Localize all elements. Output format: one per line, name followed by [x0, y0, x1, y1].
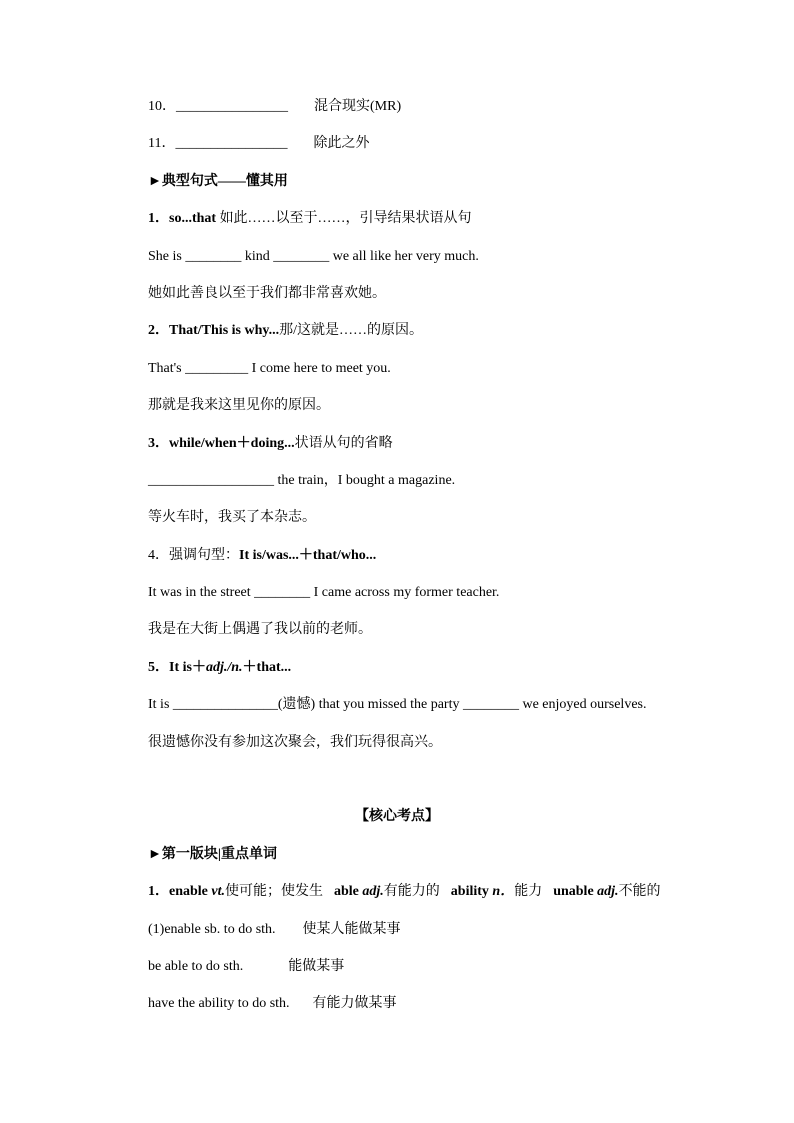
- part-of-speech: n．: [492, 884, 515, 900]
- phrase-english: (1)enable sb. to do sth.: [148, 921, 276, 937]
- text-run: we enjoyed ourselves.: [518, 697, 647, 713]
- text-run: It is: [148, 697, 173, 713]
- word: ability: [450, 884, 493, 900]
- pattern-3-translation: [148, 499, 658, 536]
- space-gap: [440, 894, 451, 895]
- pattern-3-exercise: [148, 462, 658, 499]
- pattern-5-exercise: [148, 686, 658, 723]
- word-chinese: 有能力的: [383, 884, 440, 900]
- pattern-5-translation: [148, 724, 658, 761]
- pattern-4-heading: [148, 537, 658, 574]
- pattern-1-exercise: [148, 238, 658, 275]
- text-run: the train，I bought a magazine.: [274, 472, 456, 488]
- pattern-label: 3．while/when＋doing...: [148, 435, 295, 451]
- heading-text: 典型句式——懂其用: [161, 173, 288, 189]
- phrase-chinese: 有能力做某事: [312, 996, 397, 1012]
- space-gap: [542, 894, 553, 895]
- text-run: I come here to meet you.: [248, 360, 391, 376]
- space-gap: [323, 894, 334, 895]
- vocab-item-10: [148, 88, 658, 125]
- pattern-2-heading: [148, 312, 658, 349]
- pattern-2-exercise: [148, 350, 658, 387]
- word: 1．enable: [148, 884, 212, 900]
- text-run: That's: [148, 360, 186, 376]
- pattern-1-translation: [148, 275, 658, 312]
- pattern-label: 4．强调句型：: [148, 547, 239, 563]
- text-run: I came across my former teacher.: [310, 585, 500, 601]
- word-1-phrase-3: [148, 985, 658, 1022]
- fill-blank: ________________: [176, 99, 288, 114]
- block-1-heading: [148, 836, 658, 873]
- pattern-5-heading: [148, 649, 658, 686]
- word-chinese: 使可能；使发生: [225, 884, 323, 900]
- part-of-speech: adj.: [362, 884, 384, 900]
- fill-blank: ________: [462, 697, 519, 713]
- item-chinese: 混合现实(MR): [314, 99, 402, 114]
- pattern-label: ＋that...: [242, 659, 292, 675]
- word-chinese: 不能的: [618, 884, 661, 900]
- item-chinese: 除此之外: [313, 136, 370, 152]
- heading-text: 第一版块|重点单词: [161, 846, 277, 862]
- text-run: 她如此善良以至于我们都非常喜欢她。: [148, 285, 386, 301]
- space-gap: [288, 109, 314, 110]
- fill-blank: ________________: [175, 136, 288, 152]
- word: able: [334, 884, 363, 900]
- text-run: kind: [241, 248, 274, 264]
- word: unable: [553, 884, 598, 900]
- part-of-speech: vt.: [211, 884, 225, 900]
- pattern-3-heading: [148, 425, 658, 462]
- text-run: She is: [148, 248, 186, 264]
- word-1-phrase-2: [148, 948, 658, 985]
- document-body: [148, 88, 661, 1023]
- fill-blank: _______________: [172, 697, 278, 713]
- pattern-formula: It is/was...＋that/who...: [239, 547, 377, 563]
- pattern-2-translation: [148, 387, 658, 424]
- fill-blank: ________: [273, 248, 330, 264]
- text-run: we all like her very much.: [329, 248, 479, 264]
- fill-blank: ________: [254, 585, 311, 601]
- pattern-label: 5．It is＋: [148, 659, 206, 675]
- item-number: 11．: [148, 136, 176, 152]
- fill-blank: ________: [185, 248, 242, 264]
- arrow-bullet: ►: [148, 173, 162, 189]
- text-run: 那就是我来这里见你的原因。: [148, 398, 330, 414]
- blank-line: [148, 761, 658, 798]
- fill-blank: _________: [185, 360, 249, 376]
- space-gap: [243, 969, 288, 970]
- pattern-1-heading: [148, 200, 658, 237]
- pattern-4-exercise: [148, 574, 658, 611]
- text-run: 我是在大街上偶遇了我以前的老师。: [148, 622, 372, 638]
- section-heading-sentence-patterns: [148, 163, 658, 200]
- space-gap: [276, 932, 303, 933]
- vocab-item-11: [148, 125, 658, 162]
- part-of-speech: adj.: [597, 884, 619, 900]
- heading-text: 【核心考点】: [355, 809, 439, 825]
- item-number: 10．: [148, 99, 176, 114]
- pattern-label: 1．so...that: [148, 211, 217, 227]
- word-1-phrase-1: [148, 911, 658, 948]
- word-1-entry: [148, 873, 661, 910]
- fill-blank: __________________: [148, 472, 274, 488]
- phrase-chinese: 能做某事: [288, 958, 345, 974]
- pattern-explanation: 如此……以至于……，引导结果状语从句: [216, 211, 472, 227]
- phrase-english: be able to do sth.: [148, 958, 244, 974]
- pattern-explanation: 那/这就是……的原因。: [279, 323, 423, 339]
- text-run: (遗憾) that you missed the party: [277, 697, 463, 713]
- pattern-4-translation: [148, 611, 658, 648]
- text-run: 很遗憾你没有参加这次聚会，我们玩得很高兴。: [148, 734, 442, 750]
- space-gap: [290, 1006, 313, 1007]
- text-run: 等火车时，我买了本杂志。: [148, 510, 316, 526]
- pattern-label: 2．That/This is why...: [148, 323, 280, 339]
- word-chinese: 能力: [514, 884, 543, 900]
- core-points-heading: [0, 798, 794, 835]
- phrase-english: have the ability to do sth.: [148, 996, 290, 1012]
- space-gap: [287, 146, 313, 147]
- text-run: It was in the street: [148, 585, 255, 601]
- pattern-explanation: 状语从句的省略: [294, 435, 393, 451]
- pattern-label-italic: adj./n.: [205, 659, 243, 675]
- phrase-chinese: 使某人能做某事: [302, 921, 401, 937]
- arrow-bullet: ►: [148, 846, 162, 862]
